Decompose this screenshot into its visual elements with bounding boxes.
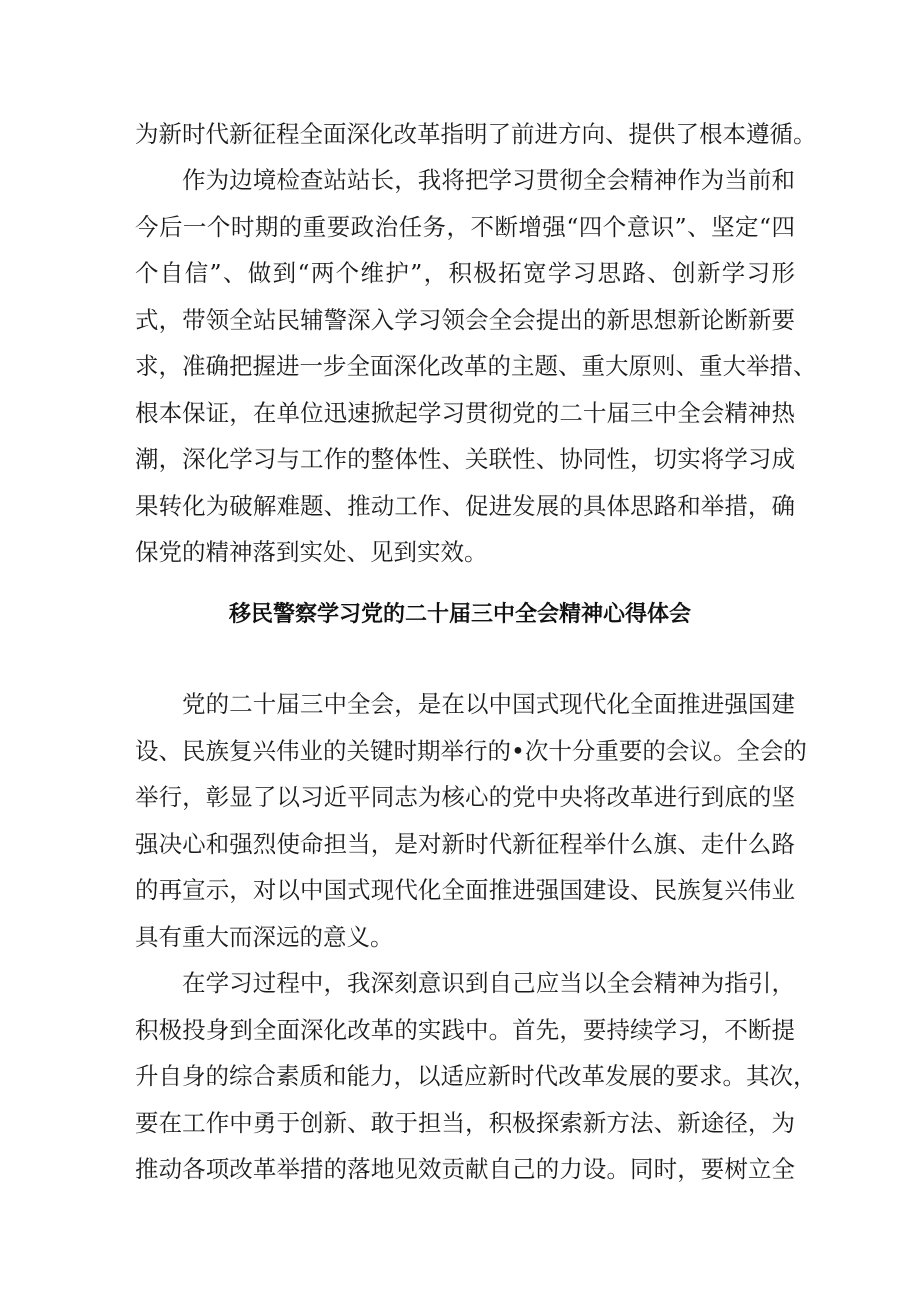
paragraph-line: 作为边境检查站站长，我将把学习贯彻全会精神作为当前和 (182, 166, 795, 194)
paragraph-line: 保党的精神落到实处、见到实效。 (135, 538, 488, 566)
paragraph-line: 举行，彰显了以习近平同志为核心的党中央将改革进行到底的坚 (135, 783, 795, 811)
paragraph-line: 升自身的综合素质和能力，以适应新时代改革发展的要求。其次， (135, 1062, 817, 1090)
paragraph-line: 式，带领全站民辅警深入学习领会全会提出的新思想新论断新要 (135, 306, 795, 334)
paragraph-line: 强决心和强烈使命担当，是对新时代新征程举什么旗、走什么路 (135, 830, 795, 858)
paragraph-line: 的再宣示，对以中国式现代化全面推进强国建设、民族复兴伟业 (135, 876, 795, 904)
paragraph-line: 设、民族复兴伟业的关键时期举行的•次十分重要的会议。全会的 (135, 737, 807, 765)
paragraph-line: 具有重大而深远的意义。 (135, 923, 394, 951)
paragraph-line: 积极投身到全面深化改革的实践中。首先，要持续学习，不断提 (135, 1016, 795, 1044)
paragraph-line: 潮，深化学习与工作的整体性、关联性、协同性，切实将学习成 (135, 445, 795, 473)
paragraph-line: 个自信”、做到“两个维护”，积极拓宽学习思路、创新学习形 (135, 259, 795, 287)
paragraph-line: 今后一个时期的重要政治任务，不断增强“四个意识”、坚定“四 (135, 213, 795, 241)
paragraph-line: 果转化为破解难题、推动工作、促进发展的具体思路和举措，确 (135, 492, 795, 520)
paragraph-line: 为新时代新征程全面深化改革指明了前进方向、提供了根本遵循。 (135, 120, 817, 148)
paragraph-line: 要在工作中勇于创新、敢于担当，积极探索新方法、新途径，为 (135, 1109, 795, 1137)
paragraph-line: 根本保证，在单位迅速掀起学习贯彻党的二十届三中全会精神热 (135, 399, 795, 427)
paragraph-line: 推动各项改革举措的落地见效贡献自己的力设。同时，要树立全 (135, 1155, 795, 1183)
section-heading: 移民警察学习党的二十届三中全会精神心得体会 (228, 602, 691, 627)
paragraph-line: 党的二十届三中全会，是在以中国式现代化全面推进强国建 (182, 690, 795, 718)
paragraph-line: 求，准确把握进一步全面深化改革的主题、重大原则、重大举措、 (135, 352, 817, 380)
paragraph-line: 在学习过程中，我深刻意识到自己应当以全会精神为指引， (182, 969, 795, 997)
